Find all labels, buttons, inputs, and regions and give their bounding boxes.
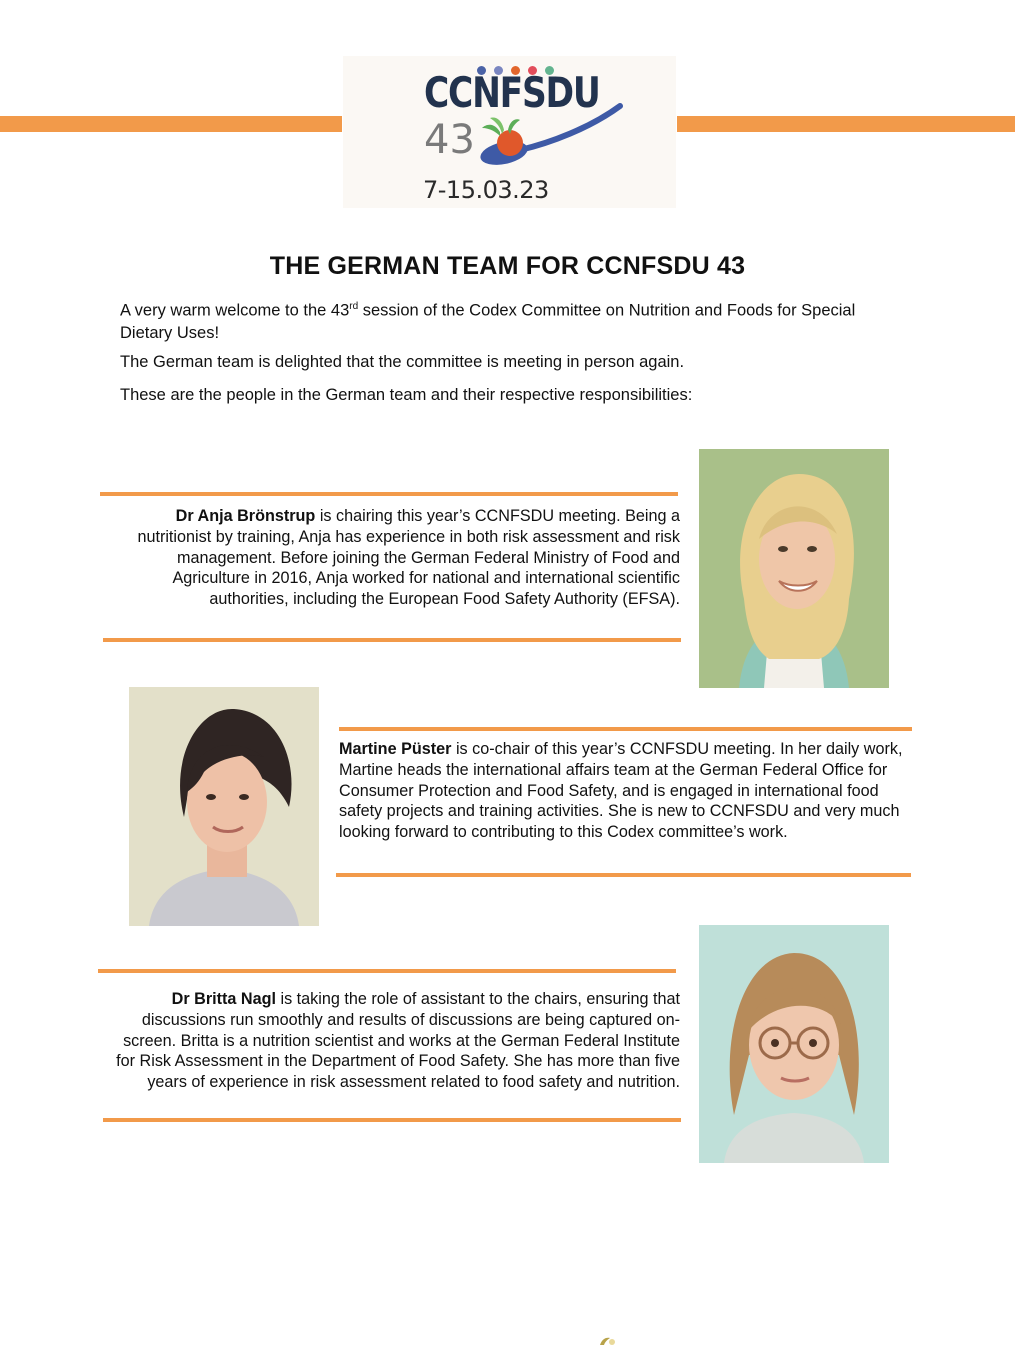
page-title: THE GERMAN TEAM FOR CCNFSDU 43 [269, 252, 746, 280]
member-3-bottom-rule [103, 1118, 681, 1122]
member-2-name: Martine Püster [339, 740, 452, 758]
member-3-photo [699, 925, 889, 1163]
intro-people: These are the people in the German team and their respective responsibilities: [120, 386, 693, 404]
member-3-top-rule [98, 969, 676, 973]
member-3-bio: Dr Britta Nagl is taking the role of assistant to the chairs, ensuring that discussions run smoothly and results of discussions are being captured on-screen. Britta is a nutrition scientist and works at the German Federal Institute for Risk Assessment in the Department of Food Safety. She has more than five years of experience in risk assessment related to food safety and nutrition. [116, 990, 680, 1092]
logo-number: 43 [424, 117, 475, 163]
member-1-name: Dr Anja Brönstrup [175, 507, 316, 525]
member-2-bio: Martine Püster is co-chair of this year’s CCNFSDU meeting. In her daily work, Martine heads the international affairs team at the German Federal Office for Consumer Protection and Food Safety, and is engaged in international food safety projects and training activities. She is new to CCNFSDU and very much looking forward to contributing to this Codex committee’s work. [339, 740, 903, 842]
member-1-photo [699, 449, 889, 688]
member-1-bio: Dr Anja Brönstrup is chairing this year’s CCNFSDU meeting. Being a nutritionist by training, Anja has experience in both risk assessment and risk management. Before joining the German Federal Ministry of Food and Agriculture in 2016, Anja worked for national and international scientific authorities, including the European Food Safety Authority (EFSA). [137, 507, 680, 609]
intro-delighted: The German team is delighted that the committee is meeting in person again. [120, 353, 685, 371]
member-2-photo [129, 687, 319, 926]
intro-welcome: A very warm welcome to the 43rd session of the Codex Committee on Nutrition and Foods for Special Dietary Uses! [120, 301, 856, 342]
logo-name: CCNFSDU [424, 68, 600, 117]
member-1-top-rule [100, 492, 678, 496]
member-2-top-rule [339, 727, 912, 731]
logo-dates: 7-15.03.23 [423, 176, 549, 204]
member-1-bottom-rule [103, 638, 681, 642]
header-bar-left [0, 116, 342, 132]
member-2-bottom-rule [336, 873, 911, 877]
header-bar-right [677, 116, 1015, 132]
spoon-icon [470, 98, 630, 178]
member-3-name: Dr Britta Nagl [171, 990, 276, 1008]
footer-leaf-icon [596, 1336, 620, 1345]
